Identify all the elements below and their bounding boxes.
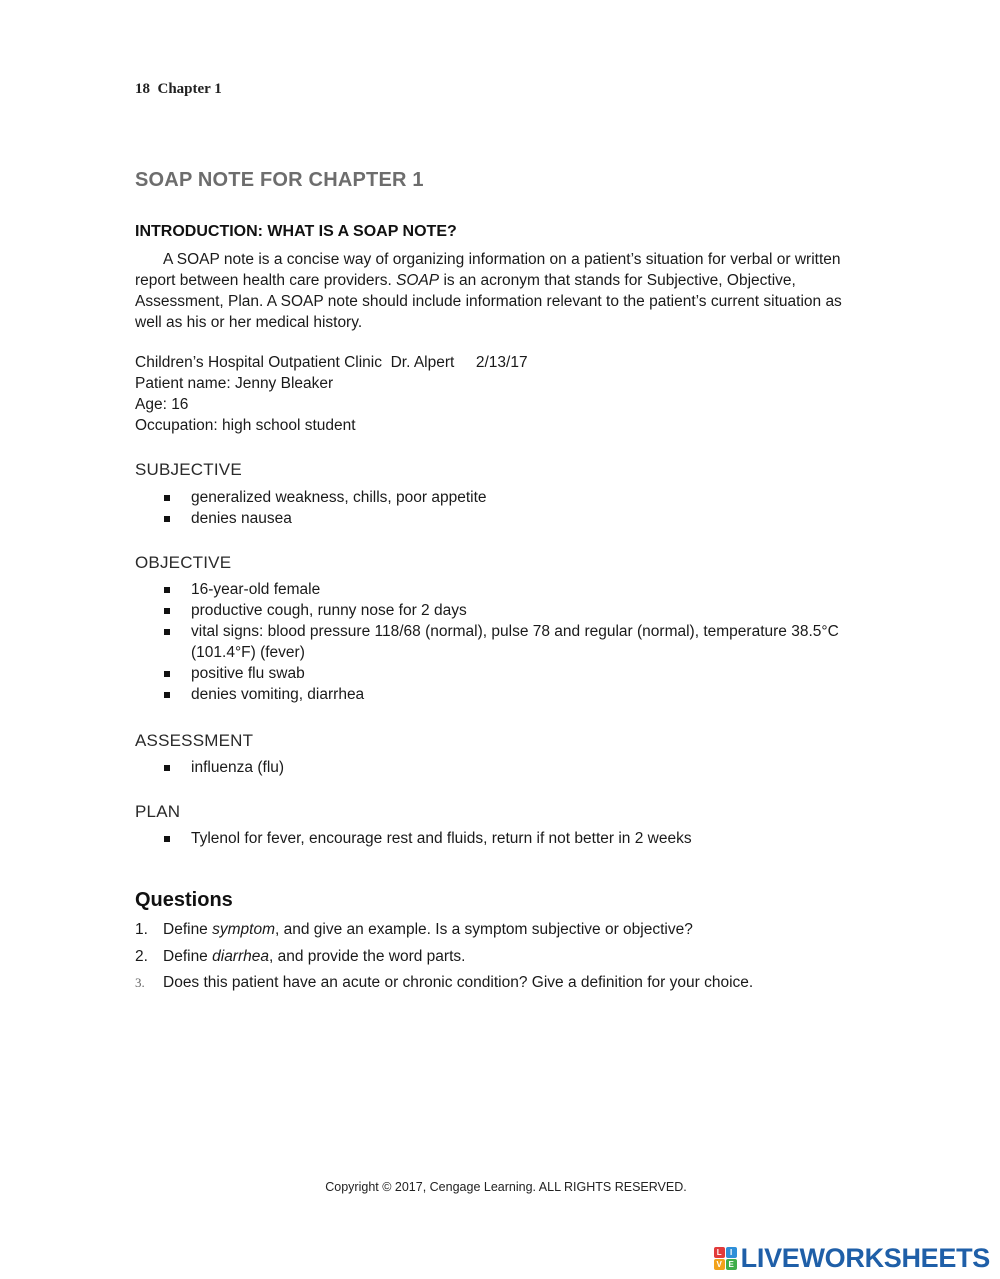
bullet-marker — [164, 629, 170, 635]
plan-list — [135, 828, 865, 849]
bullet-marker — [164, 516, 170, 522]
bullet-marker — [164, 671, 170, 677]
plan-heading: PLAN — [135, 802, 181, 821]
copyright-footer: Copyright © 2017, Cengage Learning. ALL RIGHTS RESERVED. — [325, 1180, 687, 1194]
chapter-label: Chapter 1 — [157, 81, 222, 97]
subjective-heading: SUBJECTIVE — [135, 460, 242, 479]
intro-text-start: A SOAP note is a concise way of organizing information on a patient’s situation for verbal or written report between health care providers. — [135, 251, 841, 289]
questions-list — [135, 919, 875, 999]
bullet-marker — [164, 495, 170, 501]
question-term: diarrhea — [212, 947, 269, 965]
bullet-marker — [164, 587, 170, 593]
list-item: 16-year-old female — [135, 579, 865, 600]
clinic-line: Children’s Hospital Outpatient Clinic Dr. Alpert 2/13/17 — [135, 354, 528, 371]
question-number: 3. — [135, 975, 145, 990]
question-item: 3. Does this patient have an acute or chronic condition? Give a definition for your choice. — [135, 972, 875, 999]
list-item: vital signs: blood pressure 118/68 (normal), pulse 78 and regular (normal), temperature 38.5°C (101.4°F) (fever) — [135, 621, 865, 663]
list-item: denies nausea — [135, 508, 865, 529]
list-item: positive flu swab — [135, 663, 865, 684]
question-term: symptom — [212, 921, 275, 938]
objective-list — [135, 579, 865, 705]
list-item: generalized weakness, chills, poor appetite — [135, 487, 865, 508]
bullet-marker — [164, 836, 170, 842]
running-header — [135, 81, 222, 98]
bullet-marker — [164, 692, 170, 698]
objective-heading: OBJECTIVE — [135, 553, 232, 572]
patient-info — [135, 352, 528, 436]
intro-heading: INTRODUCTION: WHAT IS A SOAP NOTE? — [135, 223, 457, 240]
intro-paragraph — [135, 249, 865, 333]
assessment-list — [135, 757, 865, 778]
occupation-line: Occupation: high school student — [135, 417, 356, 434]
page-number: 18 — [135, 81, 150, 97]
question-item: 2. Define diarrhea, and provide the word parts. — [135, 946, 875, 973]
subjective-list — [135, 487, 865, 529]
patient-name-line: Patient name: Jenny Bleaker — [135, 375, 334, 392]
liveworksheets-watermark — [714, 1243, 990, 1274]
list-item: denies vomiting, diarrhea — [135, 684, 865, 705]
bullet-marker — [164, 608, 170, 614]
intro-text-emphasis: SOAP — [396, 272, 440, 289]
questions-heading: Questions — [135, 889, 233, 911]
brand-name: LIVEWORKSHEETS — [740, 1243, 990, 1273]
bullet-marker — [164, 765, 170, 771]
question-number: 1. — [135, 921, 148, 938]
liveworksheets-logo-icon: L I V E — [714, 1247, 737, 1270]
page-title: SOAP NOTE FOR CHAPTER 1 — [135, 169, 424, 191]
question-number: 2. — [135, 947, 148, 965]
question-item: 1. Define symptom, and give an example. Is a symptom subjective or objective? — [135, 919, 875, 946]
list-item: productive cough, runny nose for 2 days — [135, 600, 865, 621]
assessment-heading: ASSESSMENT — [135, 731, 254, 750]
list-item: influenza (flu) — [135, 757, 865, 778]
list-item: Tylenol for fever, encourage rest and fluids, return if not better in 2 weeks — [135, 828, 865, 849]
intro-text-end: is an acronym that stands for Subjective, Objective, Assessment, Plan. A SOAP note should include information relevant to the patient’s current situation as well as his or her medical history. — [135, 272, 842, 331]
age-line: Age: 16 — [135, 396, 189, 413]
